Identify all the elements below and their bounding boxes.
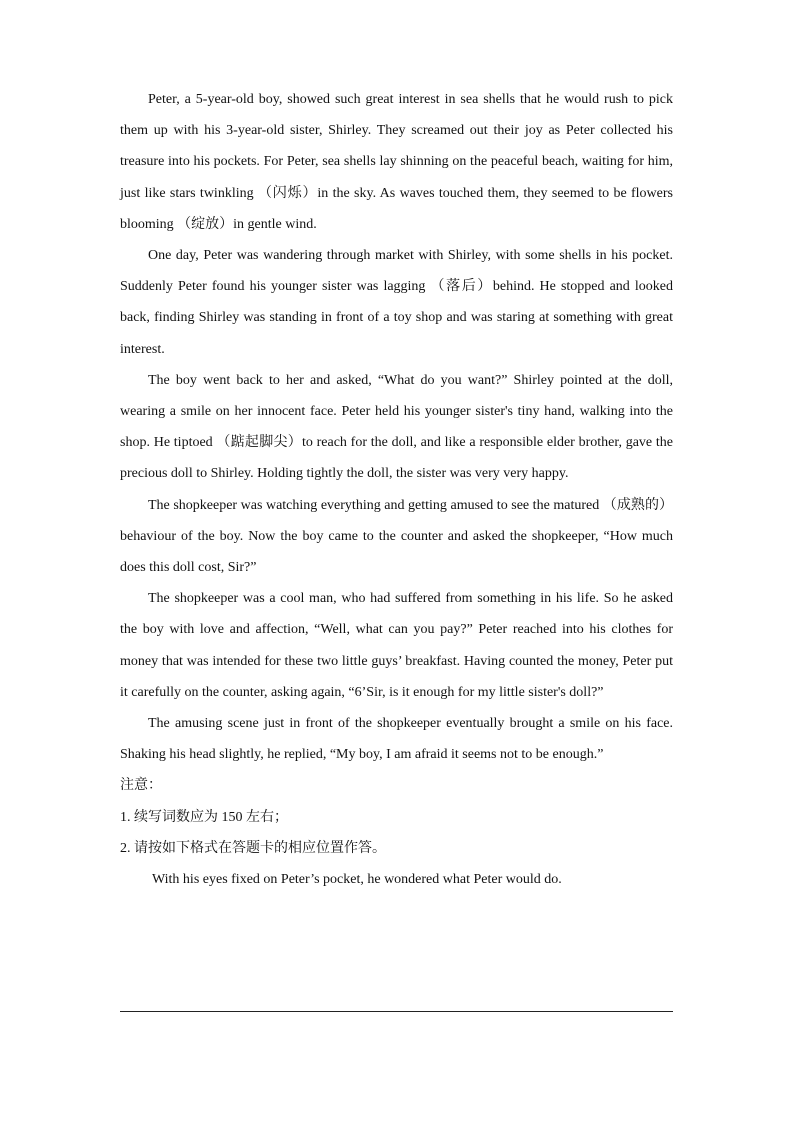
story-paragraph-3: The boy went back to her and asked, “What do you want?” Shirley pointed at the doll, wearing a smile on her innocent face. Peter held his younger sister's tiny hand, walking into the shop. He tiptoed （踮起脚尖）to reach for the doll, and like a responsible elder brother, gave the precious doll to Shirley. Holding tightly the doll, the sister was very very happy. (120, 372, 673, 482)
document-body (120, 84, 673, 895)
story-paragraph-2: One day, Peter was wandering through market with Shirley, with some shells in his pocket. Suddenly Peter found his younger sister was lagging （落后）behind. He stopped and looked back, finding Shirley was standing in front of a toy shop and was staring at something with great interest. (120, 248, 673, 357)
answer-line (120, 1011, 673, 1012)
story-paragraph-1: Peter, a 5-year-old boy, showed such great interest in sea shells that he would rush to pick them up with his 3-year-old sister, Shirley. They screamed out their joy as Peter collected his treasure into his pockets. For Peter, sea shells lay shinning on the peaceful beach, waiting for him, just like stars twinkling （闪烁）in the sky. As waves touched them, they seemed to be flowers blooming （绽放）in gentle wind. (120, 92, 673, 232)
note-item-2: 2. 请按如下格式在答题卡的相应位置作答。 (120, 840, 386, 856)
continuation-opening: With his eyes fixed on Peter’s pocket, he wondered what Peter would do. (152, 872, 562, 888)
note-item-1: 1. 续写词数应为 150 左右； (120, 809, 288, 825)
story-paragraph-6: The amusing scene just in front of the shopkeeper eventually brought a smile on his face. Shaking his head slightly, he replied, “My boy, I am afraid it seems not to be enough.” (120, 716, 673, 763)
notes-heading: 注意： (120, 778, 162, 794)
story-paragraph-4: The shopkeeper was watching everything and getting amused to see the matured （成熟的）behaviour of the boy. Now the boy came to the counter and asked the shopkeeper, “How much does this doll cost, Sir?” (120, 497, 673, 576)
story-paragraph-5: The shopkeeper was a cool man, who had suffered from something in his life. So he asked the boy with love and affection, “Well, what can you pay?” Peter reached into his clothes for money that was intended for these two little guys’ breakfast. Having counted the money, Peter put it carefully on the counter, asking again, “6’Sir, is it enough for my little sister's doll?” (120, 591, 673, 700)
